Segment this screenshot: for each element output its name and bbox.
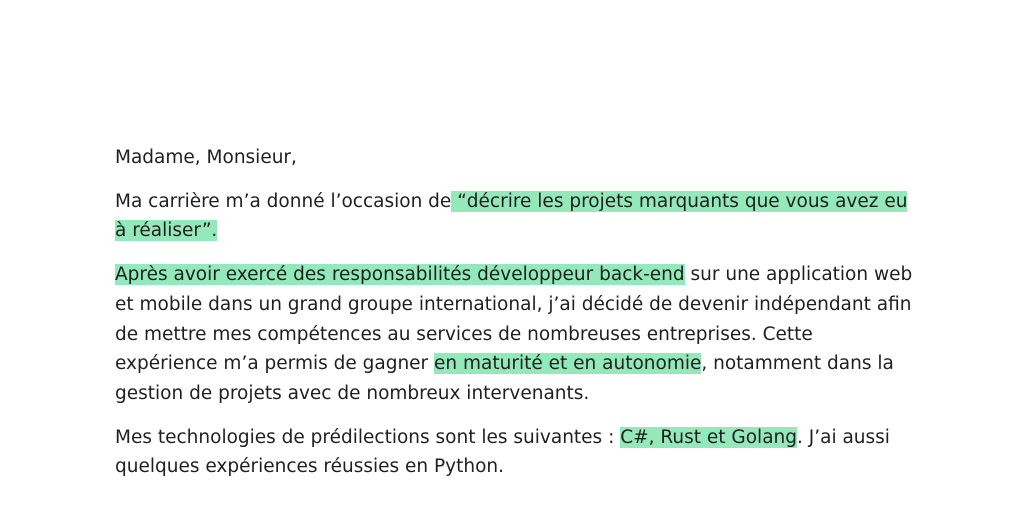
paragraph-career xyxy=(115,187,915,246)
greeting: Madame, Monsieur, xyxy=(115,147,297,168)
highlight-technologies: C#, Rust et Golang xyxy=(620,426,798,448)
highlight-maturity: en maturité et en autonomie xyxy=(434,353,702,375)
cover-letter xyxy=(115,143,915,482)
paragraph-experience xyxy=(115,260,915,409)
paragraph-career-lead: Ma carrière m’a donné l’occasion de xyxy=(115,190,452,212)
paragraph-technologies xyxy=(115,423,915,482)
paragraph-experience-end: , notamment dans la gestion de projets avec de nombreux intervenants. xyxy=(115,353,894,404)
paragraph-experience-text: sur une application web et mobile dans un grand groupe international, j’ai décidé de devenir indépendant afin de mettre mes compétences au services de nombreuses entreprises. Cette expérience m’a permis de gagner xyxy=(115,264,913,375)
highlight-responsibilities: Après avoir exercé des responsabilités développeur back-end xyxy=(115,264,685,286)
highlight-placeholder-projects: “décrire les projets marquants que vous avez eu à réaliser”. xyxy=(115,190,908,242)
paragraph-technologies-text: Mes technologies de prédilections sont les suivantes : xyxy=(115,426,621,448)
paragraph-technologies-end: . J’ai aussi quelques expériences réussies en Python. xyxy=(115,426,890,478)
